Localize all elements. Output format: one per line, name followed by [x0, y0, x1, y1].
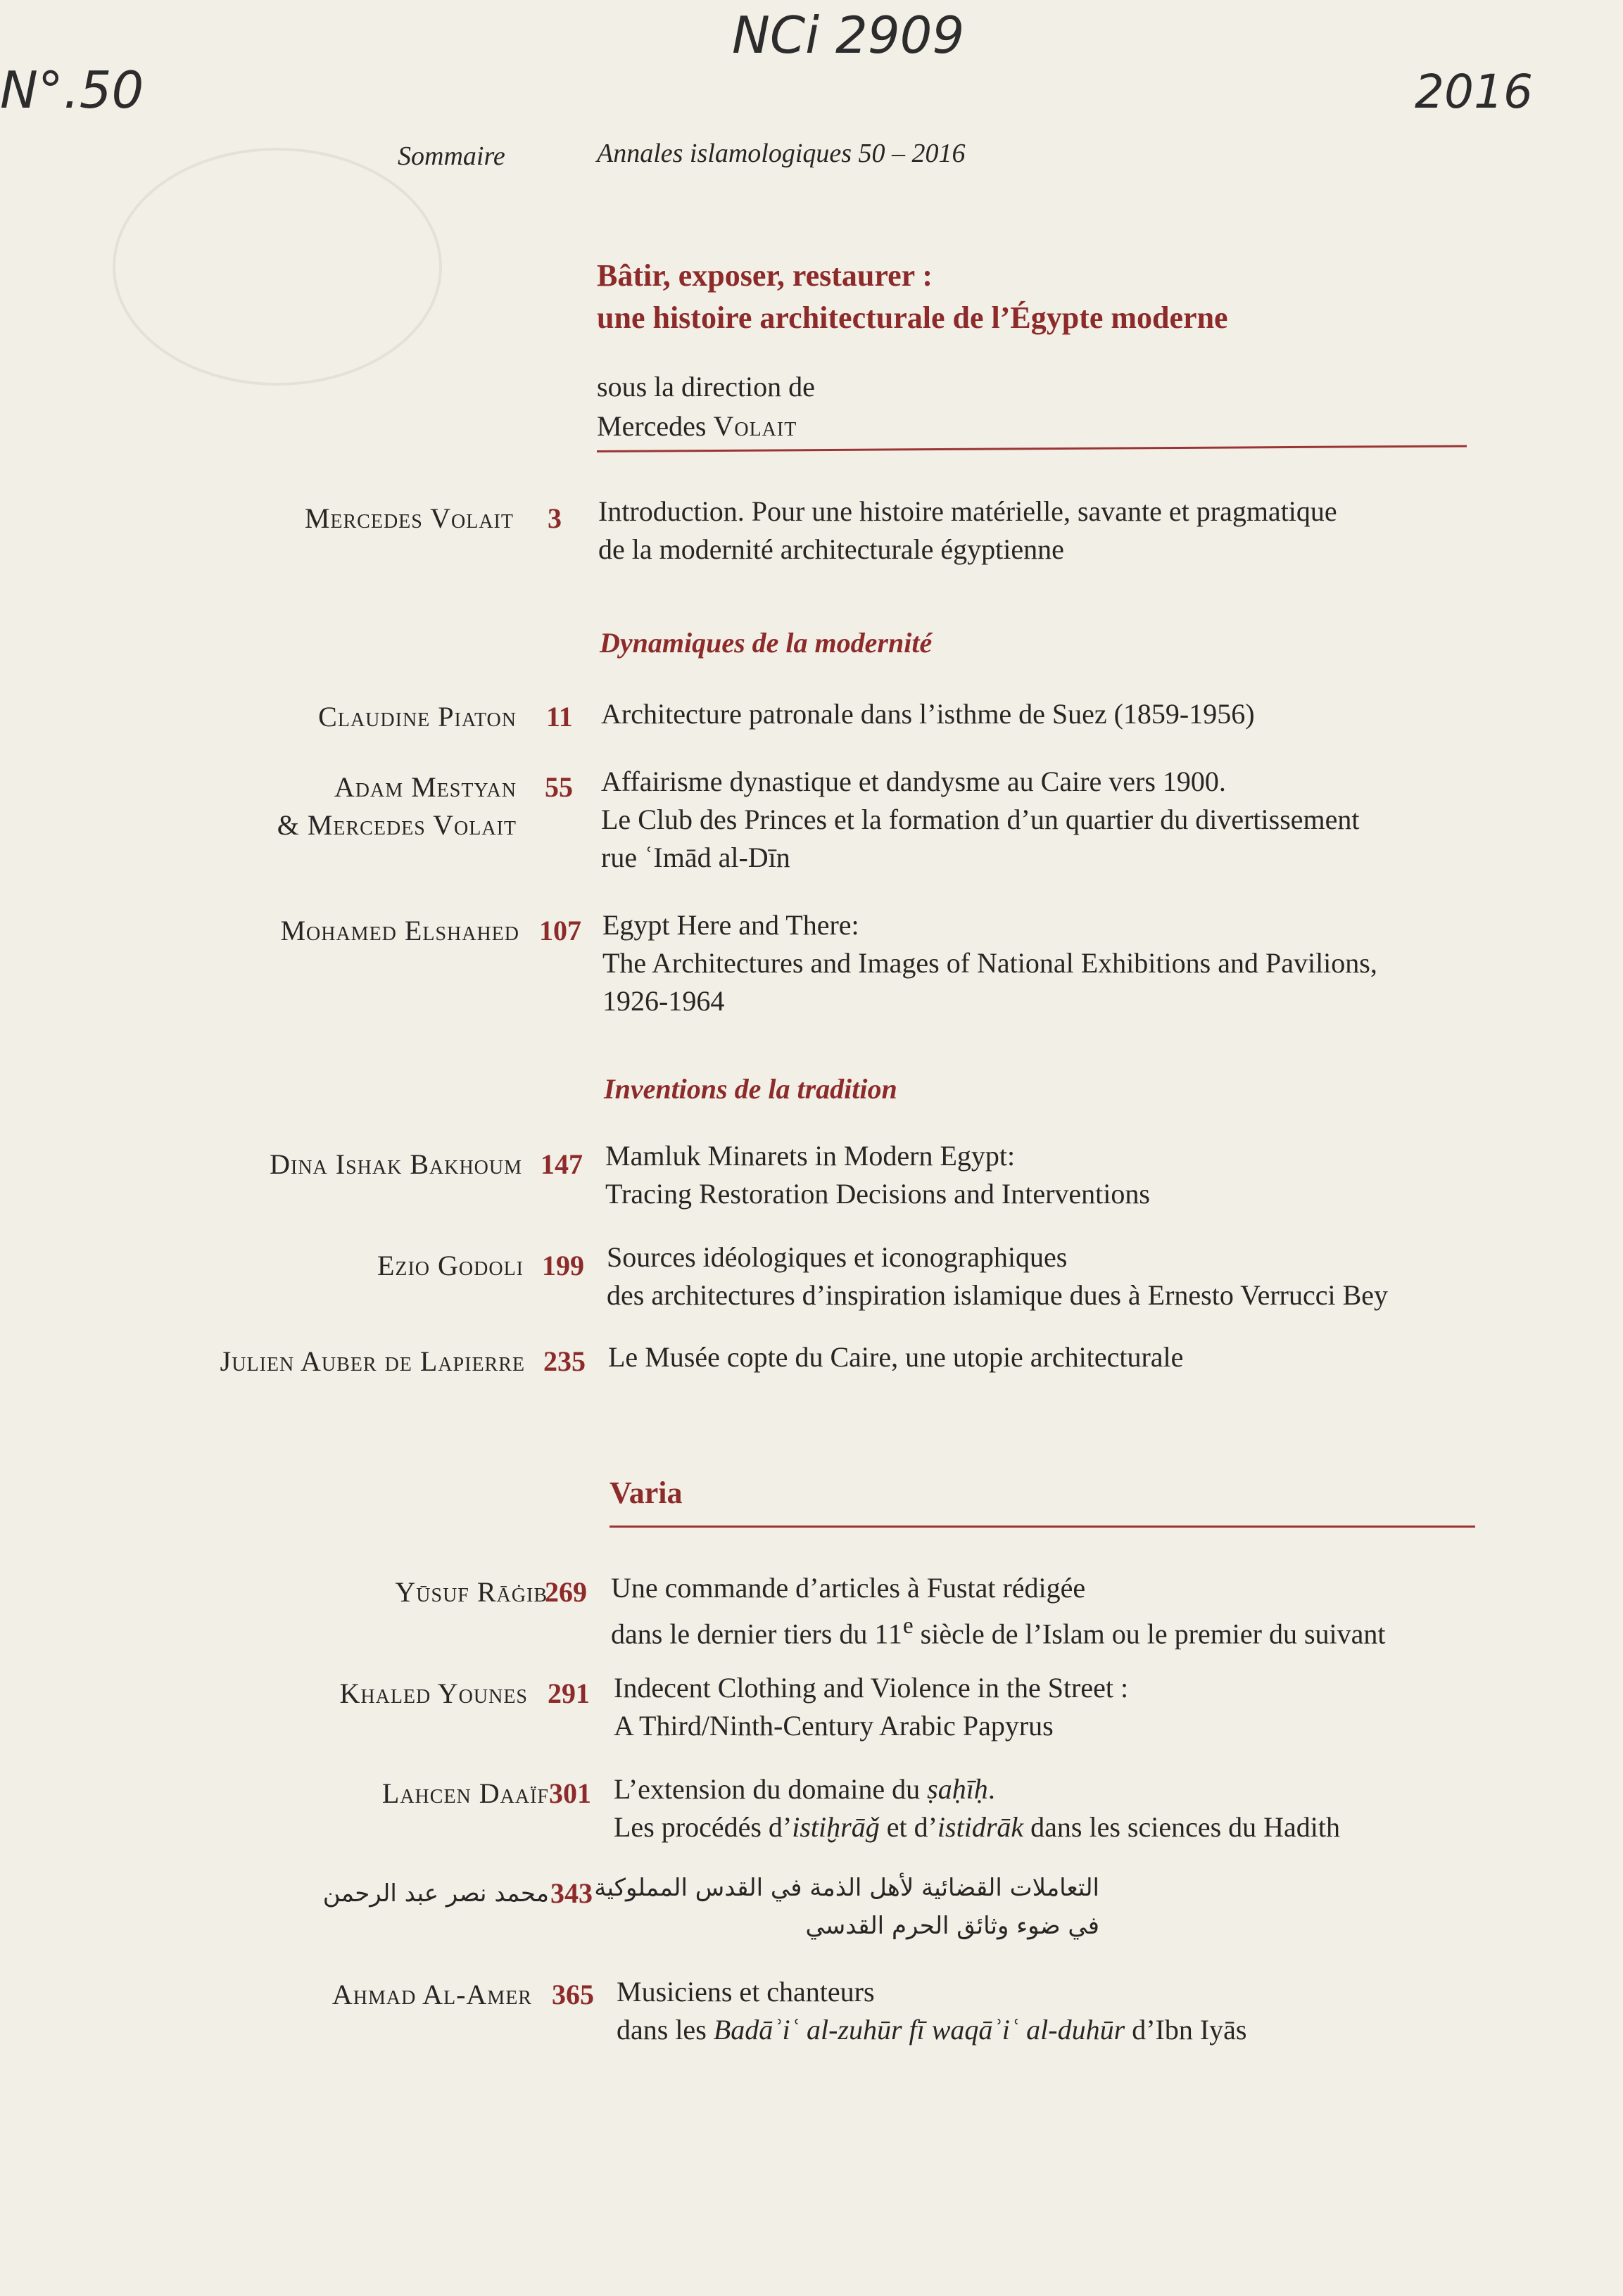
century-suffix: e — [902, 1613, 914, 1639]
entry-author: Julien Auber de Lapierre — [220, 1345, 525, 1377]
entry-page-number: 11 — [546, 701, 573, 732]
entry-title-line: A Third/Ninth-Century Arabic Papyrus — [614, 1710, 1054, 1742]
title-italic-term: ṣaḥīḥ — [927, 1773, 988, 1805]
entry-author: Dina Ishak Bakhoum — [270, 1148, 522, 1180]
entry-title-line: Egypt Here and There: — [602, 909, 859, 941]
entry-title-line — [611, 1607, 1386, 1653]
entry-title-line: rue ʿImād al-Dīn — [601, 842, 790, 873]
entry-page-number: 55 — [545, 771, 573, 803]
entry-title-line: Architecture patronale dans l’isthme de Suez (1859-1956) — [601, 698, 1255, 730]
entry-page-number: 235 — [543, 1345, 586, 1377]
title-italic-term: Badāʾiʿ al-zuhūr fī waqāʾiʿ al-duhūr — [713, 2014, 1125, 2046]
entry-title-line: Le Club des Princes et la formation d’un quartier du divertissement — [601, 804, 1360, 835]
direction-label: sous la direction de — [597, 371, 815, 402]
varia-rule — [610, 1526, 1475, 1528]
entry-author: Khaled Younes — [339, 1677, 528, 1709]
title-text: d’Ibn Iyās — [1125, 2014, 1247, 2046]
entry-author: Ezio Godoli — [377, 1250, 524, 1281]
entry-title — [605, 1137, 1150, 1213]
entry-title-line: The Architectures and Images of National Exhibitions and Pavilions, — [602, 947, 1377, 979]
entry-page-number: 365 — [552, 1979, 594, 2010]
theme-title-line2: une histoire architecturale de l’Égypte moderne — [597, 300, 1228, 335]
theme-rule — [597, 445, 1467, 452]
title-italic-term: istidrāk — [937, 1811, 1024, 1843]
editor-last-name: Volait — [713, 410, 797, 442]
entry-page-number: 301 — [549, 1777, 591, 1809]
handwritten-catalog-number: NCi 2909 — [732, 6, 965, 65]
entry-title-line: Le Musée copte du Caire, une utopie architecturale — [608, 1341, 1184, 1373]
title-text: siècle de l’Islam ou le premier du suivant — [913, 1618, 1386, 1650]
entry-title — [611, 1569, 1386, 1653]
entry-title — [602, 906, 1377, 1020]
entry-title — [601, 695, 1255, 733]
section-heading-dynamiques: Dynamiques de la modernité — [600, 627, 933, 659]
entry-title — [608, 1338, 1183, 1376]
entry-title-line — [617, 2011, 1246, 2049]
entry-title — [614, 1669, 1128, 1745]
entry-title-line: Une commande d’articles à Fustat rédigée — [611, 1572, 1086, 1604]
entry-title — [601, 763, 1360, 877]
editor-first-name: Mercedes — [597, 410, 707, 442]
entry-page-number: 147 — [541, 1148, 583, 1180]
section-heading-varia: Varia — [610, 1476, 683, 1510]
entry-title-line: Musiciens et chanteurs — [617, 1976, 875, 2008]
entry-title-line: Mamluk Minarets in Modern Egypt: — [605, 1140, 1016, 1172]
entry-page-number: 343 — [550, 1877, 593, 1909]
header-sommaire: Sommaire — [398, 141, 505, 171]
entry-page-number: 199 — [542, 1250, 584, 1281]
entry-title-line: de la modernité architecturale égyptienne — [598, 533, 1064, 565]
entry-author: Lahcen Daaïf — [381, 1777, 549, 1809]
title-text: dans le dernier tiers du — [611, 1618, 875, 1650]
entry-title-line: Indecent Clothing and Violence in the Street : — [614, 1672, 1129, 1704]
title-text: dans les — [617, 2014, 714, 2046]
section-heading-inventions: Inventions de la tradition — [604, 1073, 897, 1105]
entry-author — [277, 768, 517, 844]
theme-title-line1: Bâtir, exposer, restaurer : — [597, 258, 933, 293]
entry-author-line: Adam Mestyan — [334, 771, 517, 803]
title-italic-term: istiḫrāǧ — [792, 1811, 880, 1843]
entry-page-number: 269 — [545, 1576, 587, 1608]
entry-title-line: Sources idéologiques et iconographiques — [607, 1241, 1068, 1273]
title-text: L’extension du domaine du — [614, 1773, 928, 1805]
entry-title — [594, 1869, 1099, 1945]
header-journal: Annales islamologiques 50 – 2016 — [597, 139, 966, 168]
entry-author: Mercedes Volait — [304, 502, 514, 534]
title-text: Les procédés d’ — [614, 1811, 792, 1843]
entry-page-number: 3 — [548, 502, 562, 534]
entry-title-line: 1926-1964 — [602, 985, 725, 1017]
handwritten-year: 2016 — [1415, 65, 1533, 119]
entry-page-number: 107 — [539, 915, 581, 946]
entry-title-line: Introduction. Pour une histoire matérielle, savante et pragmatique — [598, 495, 1337, 527]
entry-author: Yūsuf Rāġib — [395, 1576, 548, 1608]
entry-title-line: التعاملات القضائية لأهل الذمة في القدس المملوكية — [594, 1874, 1099, 1902]
entry-author: Mohamed Elshahed — [280, 915, 519, 946]
entry-title-line: في ضوء وثائق الحرم القدسي — [805, 1912, 1099, 1940]
entry-title-line: Tracing Restoration Decisions and Interventions — [605, 1178, 1150, 1210]
editor-credit — [597, 367, 815, 446]
title-text: . — [987, 1773, 995, 1805]
entry-author-line: & Mercedes Volait — [277, 809, 517, 841]
entry-title — [598, 493, 1337, 569]
faded-library-stamp — [113, 148, 442, 386]
entry-author: محمد نصر عبد الرحمن — [322, 1879, 549, 1908]
entry-title-line — [614, 1808, 1340, 1846]
entry-title-line: des architectures d’inspiration islamique dues à Ernesto Verrucci Bey — [607, 1279, 1389, 1311]
entry-author: Ahmad Al-Amer — [331, 1979, 532, 2010]
title-text: et d’ — [879, 1811, 937, 1843]
entry-title-line — [614, 1770, 1340, 1808]
handwritten-volume: N°.50 — [0, 61, 144, 120]
entry-title — [614, 1770, 1340, 1846]
entry-page-number: 291 — [548, 1677, 590, 1709]
entry-title-line: Affairisme dynastique et dandysme au Caire vers 1900. — [601, 766, 1226, 797]
entry-title — [607, 1238, 1388, 1314]
theme-title — [597, 255, 1228, 339]
century-numeral: 11 — [874, 1618, 903, 1650]
editor-name — [597, 407, 815, 446]
entry-title — [617, 1973, 1246, 2049]
title-text: dans les sciences du Hadith — [1023, 1811, 1341, 1843]
entry-author: Claudine Piaton — [318, 701, 517, 732]
